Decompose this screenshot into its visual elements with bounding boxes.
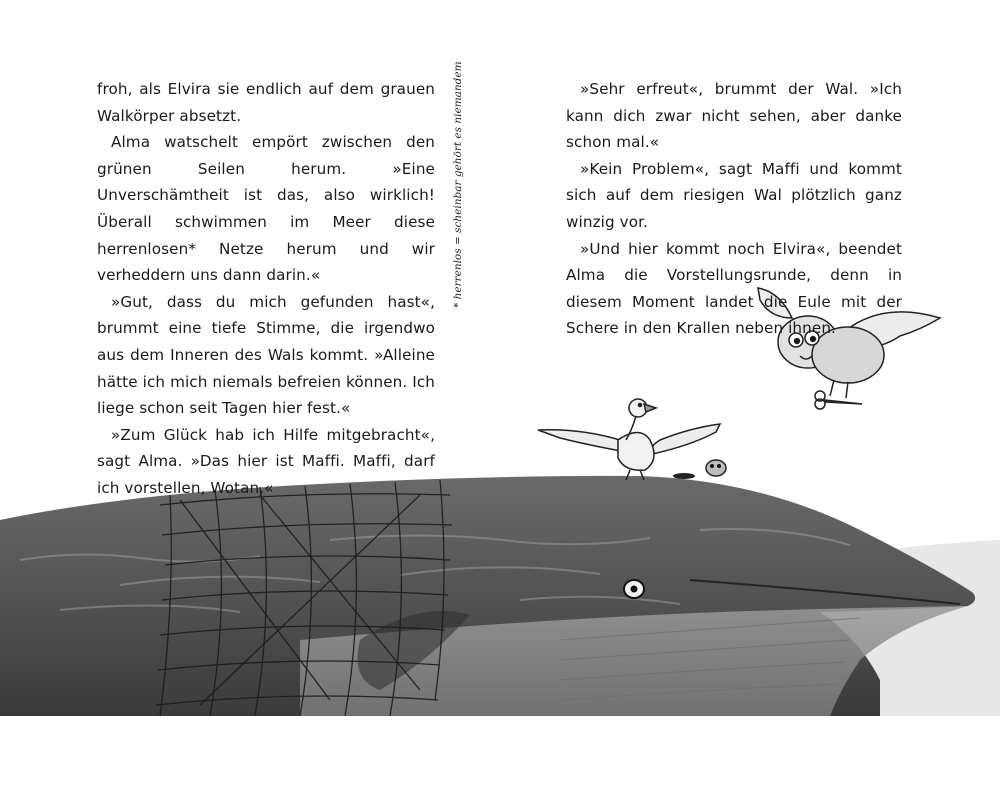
paragraph: »Und hier kommt noch Elvira«, beendet Alma die Vorstellungsrunde, denn in diesem Moment landet die Eule mit der Schere in den Krallen neben ihnen. (566, 239, 902, 338)
whale-eye (624, 580, 644, 598)
footnote: * herrenlos = scheinbar gehört es niemandem (452, 61, 464, 308)
paragraph: »Zum Glück hab ich Hilfe mitgebracht«, sagt Alma. »Das hier ist Maffi. Maffi, darf ich vorstellen, Wotan.« (97, 425, 435, 497)
scissors (815, 391, 862, 409)
seagull (538, 399, 720, 480)
small-creature (706, 460, 726, 476)
right-text-column (566, 76, 902, 342)
paragraph: »Gut, dass du mich gefunden hast«, brummt eine tiefe Stimme, die irgendwo aus dem Inneren des Wals kommt. »Alleine hätte ich mich niemals befreien können. Ich liege schon seit Tagen hier fest.« (97, 292, 435, 418)
left-text-column (97, 76, 435, 502)
paragraph: »Sehr erfreut«, brummt der Wal. »Ich kann dich zwar nicht sehen, aber danke schon mal.« (566, 80, 902, 152)
whale-blowhole (673, 473, 695, 479)
paragraph: froh, als Elvira sie endlich auf dem grauen Walkörper absetzt. (97, 80, 435, 125)
paragraph: »Kein Problem«, sagt Maffi und kommt sich auf dem riesigen Wal plötzlich ganz winzig vor. (566, 159, 902, 231)
paragraph: Alma watschelt empört zwischen den grünen Seilen herum. »Eine Unverschämtheit ist das, also wirklich! Überall schwimmen im Meer diese herrenlosen* Netze herum und wir verheddern uns dann darin.« (97, 133, 435, 285)
